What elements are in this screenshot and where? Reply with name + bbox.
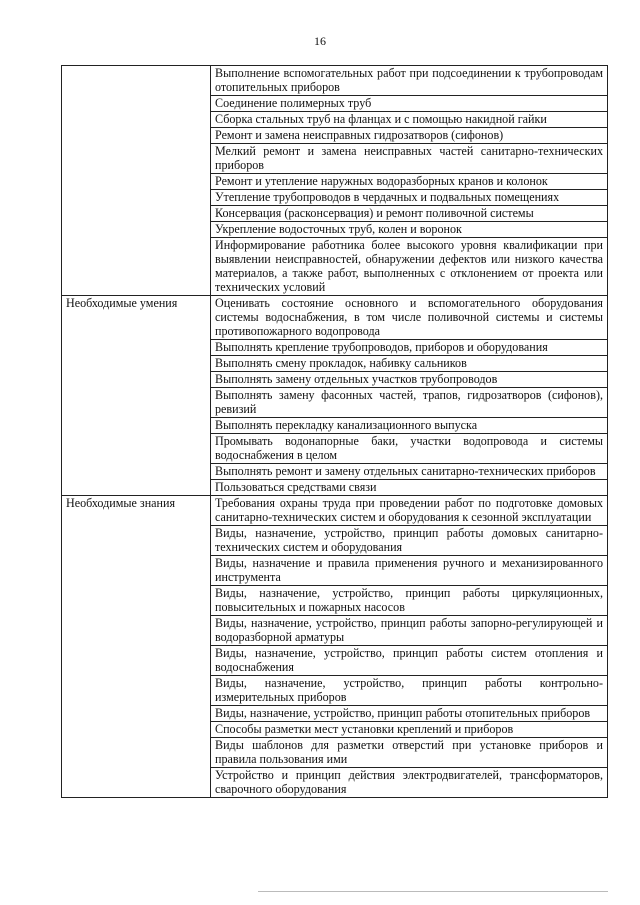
table-row (62, 496, 608, 526)
section-item: Информирование работника более высокого уровня квалификации при выявлении неисправностей, обнаружении дефектов или низкого качества материалов, а также работ, выполненных с отклонением от проекта или технических условий (211, 238, 608, 296)
section-item: Виды, назначение, устройство, принцип работы запорно-регулирующей и водоразборной арматуры (211, 616, 608, 646)
requirements-table-body (62, 66, 608, 798)
section-item: Виды, назначение, устройство, принцип работы домовых санитарно-технических систем и оборудования (211, 526, 608, 556)
requirements-table (61, 65, 608, 798)
section-item: Выполнять замену фасонных частей, трапов, гидрозатворов (сифонов), ревизий (211, 388, 608, 418)
section-item: Выполнять крепление трубопроводов, приборов и оборудования (211, 340, 608, 356)
section-item: Виды, назначение, устройство, принцип работы систем отопления и водоснабжения (211, 646, 608, 676)
section-item: Мелкий ремонт и замена неисправных частей санитарно-технических приборов (211, 144, 608, 174)
section-label: Необходимые знания (62, 496, 211, 798)
section-item: Требования охраны труда при проведении работ по подготовке домовых санитарно-технических систем и оборудования к сезонной эксплуатации (211, 496, 608, 526)
section-item: Виды, назначение, устройство, принцип работы отопительных приборов (211, 706, 608, 722)
section-item: Выполнять ремонт и замену отдельных санитарно-технических приборов (211, 464, 608, 480)
section-item: Выполнять замену отдельных участков трубопроводов (211, 372, 608, 388)
section-item: Устройство и принцип действия электродвигателей, трансформаторов, сварочного оборудования (211, 768, 608, 798)
section-label (62, 66, 211, 296)
section-item: Способы разметки мест установки креплений и приборов (211, 722, 608, 738)
section-item: Промывать водонапорные баки, участки водопровода и системы водоснабжения в целом (211, 434, 608, 464)
section-item: Оценивать состояние основного и вспомогательного оборудования системы водоснабжения, в том числе поливочной системы и системы противопожарного водопровода (211, 296, 608, 340)
section-item: Виды, назначение и правила применения ручного и механизированного инструмента (211, 556, 608, 586)
section-label: Необходимые умения (62, 296, 211, 496)
section-item: Виды шаблонов для разметки отверстий при установке приборов и правила пользования ими (211, 738, 608, 768)
section-item: Пользоваться средствами связи (211, 480, 608, 496)
section-item: Ремонт и утепление наружных водоразборных кранов и колонок (211, 174, 608, 190)
section-item: Выполнение вспомогательных работ при подсоединении к трубопроводам отопительных приборов (211, 66, 608, 96)
section-item: Виды, назначение, устройство, принцип работы циркуляционных, повысительных и пожарных насосов (211, 586, 608, 616)
page-number: 16 (314, 34, 326, 48)
section-item: Выполнять смену прокладок, набивку сальников (211, 356, 608, 372)
section-item: Ремонт и замена неисправных гидрозатворов (сифонов) (211, 128, 608, 144)
section-item: Соединение полимерных труб (211, 96, 608, 112)
section-item: Укрепление водосточных труб, колен и воронок (211, 222, 608, 238)
page-bottom-rule (258, 891, 608, 892)
section-item: Виды, назначение, устройство, принцип работы контрольно-измерительных приборов (211, 676, 608, 706)
section-item: Выполнять перекладку канализационного выпуска (211, 418, 608, 434)
table-row (62, 296, 608, 340)
section-item: Сборка стальных труб на фланцах и с помощью накидной гайки (211, 112, 608, 128)
section-item: Утепление трубопроводов в чердачных и подвальных помещениях (211, 190, 608, 206)
section-item: Консервация (расконсервация) и ремонт поливочной системы (211, 206, 608, 222)
table-row (62, 66, 608, 96)
